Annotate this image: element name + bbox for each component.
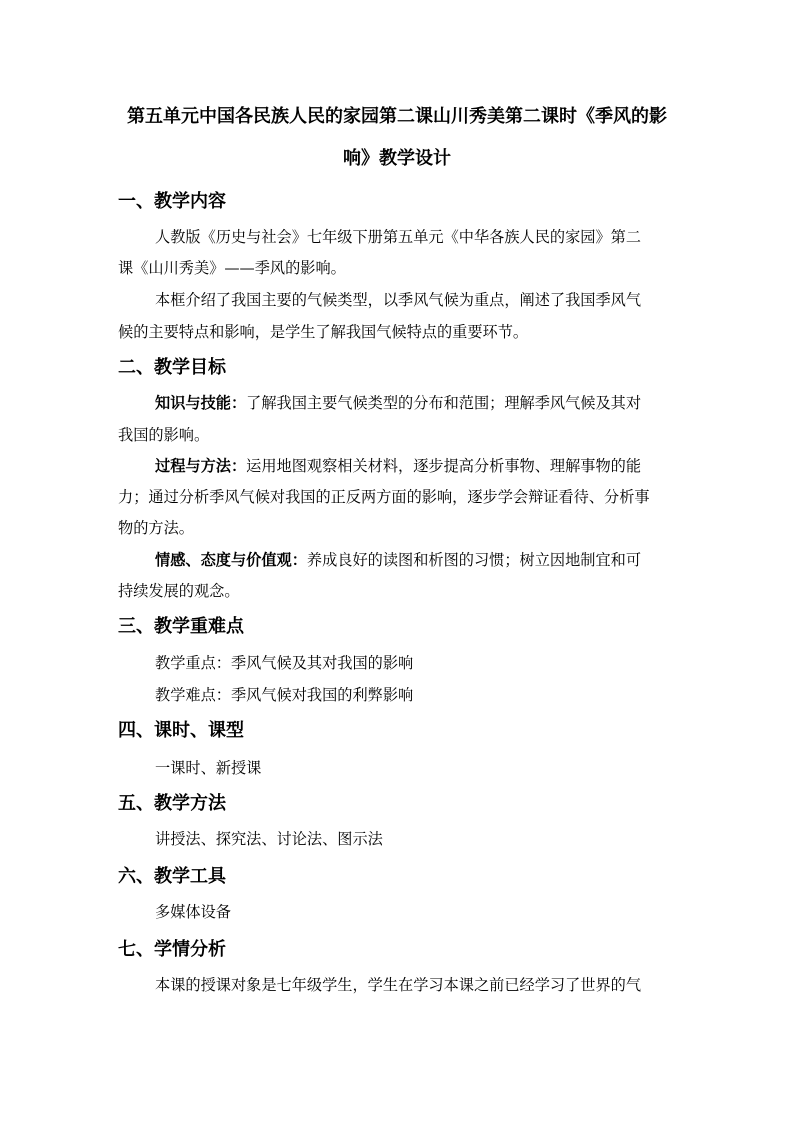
keypoints-line-2: 教学难点：季风气候对我国的利弊影响 bbox=[155, 686, 414, 704]
content-paragraph-1-line-2: 课《山川秀美》——季风的影响。 bbox=[118, 259, 346, 277]
goals-knowledge-line-1 bbox=[155, 393, 641, 413]
analysis-line-1: 本课的授课对象是七年级学生，学生在学习本课之前已经学习了世界的气 bbox=[155, 976, 641, 994]
section-heading-keypoints: 三、教学重难点 bbox=[118, 616, 244, 637]
keypoints-line-1: 教学重点：季风气候及其对我国的影响 bbox=[155, 654, 414, 672]
section-heading-period: 四、课时、课型 bbox=[118, 720, 244, 741]
goals-emotion-line-1 bbox=[155, 550, 641, 570]
methods-line-1: 讲授法、探究法、讨论法、图示法 bbox=[155, 830, 383, 848]
goals-knowledge-text: 了解我国主要气候类型的分布和范围；理解季风气候及其对 bbox=[246, 394, 641, 412]
content-paragraph-2-line-1: 本框介绍了我国主要的气候类型，以季风气候为重点，阐述了我国季风气 bbox=[155, 291, 641, 309]
section-heading-content: 一、教学内容 bbox=[118, 191, 226, 212]
goals-emotion-line-2: 持续发展的观念。 bbox=[118, 582, 240, 600]
section-heading-goals: 二、教学目标 bbox=[118, 357, 226, 378]
tools-line-1: 多媒体设备 bbox=[155, 903, 231, 921]
section-heading-analysis: 七、学情分析 bbox=[118, 939, 226, 960]
section-heading-tools: 六、教学工具 bbox=[118, 866, 226, 887]
goals-emotion-text: 养成良好的读图和析图的习惯；树立因地制宜和可 bbox=[306, 551, 641, 569]
goals-knowledge-label: 知识与技能： bbox=[155, 394, 247, 412]
document-title-line-1: 第五单元中国各民族人民的家园第二课山川秀美第二课时《季风的影 bbox=[127, 106, 667, 127]
section-heading-methods: 五、教学方法 bbox=[118, 793, 226, 814]
content-paragraph-1-line-1: 人教版《历史与社会》七年级下册第五单元《中华各族人民的家园》第二 bbox=[155, 228, 641, 246]
goals-knowledge-line-2: 我国的影响。 bbox=[118, 426, 210, 444]
document-title-line-2: 响》教学设计 bbox=[343, 148, 451, 169]
goals-process-line-1 bbox=[155, 456, 641, 476]
goals-process-label: 过程与方法： bbox=[155, 457, 247, 475]
content-paragraph-2-line-2: 候的主要特点和影响，是学生了解我国气候特点的重要环节。 bbox=[118, 323, 529, 341]
goals-process-line-3: 物的方法。 bbox=[118, 519, 194, 537]
period-line-1: 一课时、新授课 bbox=[155, 759, 262, 777]
goals-process-text: 运用地图观察相关材料，逐步提高分析事物、理解事物的能 bbox=[246, 457, 641, 475]
goals-process-line-2: 力；通过分析季风气候对我国的正反两方面的影响，逐步学会辩证看待、分析事 bbox=[118, 488, 650, 506]
goals-emotion-label: 情感、态度与价值观： bbox=[155, 551, 307, 569]
